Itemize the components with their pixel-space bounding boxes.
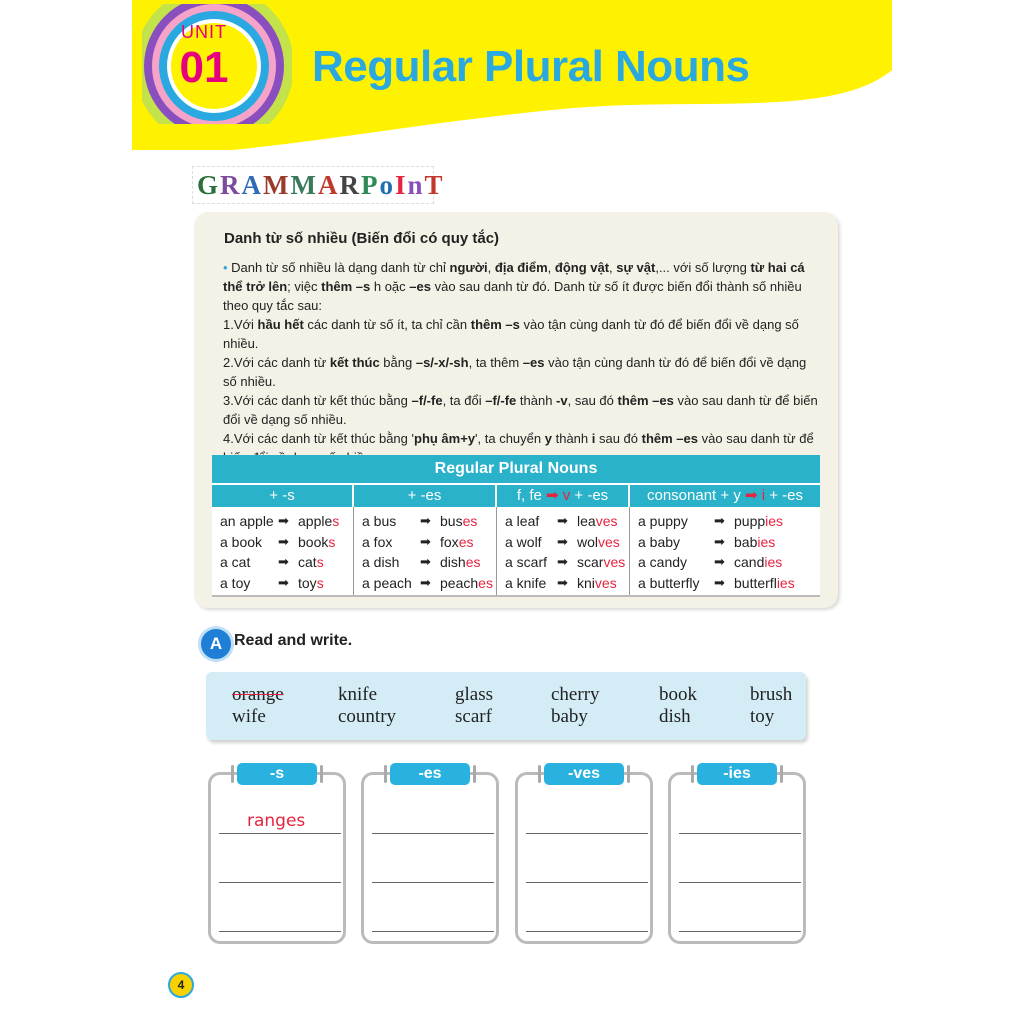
table-row [362, 573, 496, 594]
stem: lea [577, 513, 596, 529]
text: –f/-fe [485, 393, 517, 408]
text: ; việc [287, 279, 322, 294]
table-row [505, 532, 629, 553]
card-label: -ies [697, 763, 777, 785]
stem: butterfl [734, 574, 777, 591]
word-bank-item: wife [232, 706, 266, 727]
arrow-right-icon: ➡ [420, 554, 431, 569]
table-title: Regular Plural Nouns [212, 455, 820, 483]
ending: ves [603, 554, 626, 570]
text: vào sau danh từ đó. Danh từ số ít được biến đổi thành số nhiều theo quy tắc sau: [223, 279, 802, 313]
text: , ta thêm [468, 355, 523, 370]
text: thêm –es [641, 431, 699, 446]
answer-line[interactable] [679, 931, 801, 932]
text: y [544, 431, 552, 446]
ending: es [462, 513, 478, 529]
word-bank-item: dish [659, 706, 691, 727]
text: , sau đó [567, 393, 618, 408]
grammar-rule-3 [223, 391, 823, 429]
table-row [220, 573, 353, 594]
gp-letter: P [360, 169, 380, 200]
singular: a cat [220, 554, 251, 570]
gp-letter: o [379, 169, 395, 200]
grammar-box-body [223, 258, 823, 467]
exercise-instruction: Read and write. [234, 632, 353, 649]
singular: a candy [638, 554, 688, 570]
grammar-box-title: Danh từ số nhiều (Biến đổi có quy tắc) [224, 230, 500, 247]
answer-line[interactable] [526, 931, 648, 932]
header-text: + -s [269, 487, 295, 504]
text: 2.Với các danh từ [223, 355, 330, 370]
text: địa điểm [494, 260, 548, 275]
text: 4.Với các danh từ kết thúc bằng ' [223, 431, 414, 446]
text: ,... với số lượng [655, 260, 751, 275]
text: 3.Với các danh từ kết thúc bằng [223, 393, 412, 408]
arrow-right-icon: ➡ [420, 533, 431, 549]
arrow-right-icon: ➡ [420, 574, 431, 590]
arrow-right-icon: ➡ [557, 513, 568, 528]
arrow-right-icon: ➡ [278, 513, 289, 528]
singular: a baby [638, 533, 681, 550]
answer-line[interactable] [219, 833, 341, 834]
stem: bab [734, 533, 758, 550]
word-bank-item: brush [750, 684, 793, 705]
text: thành [551, 431, 592, 446]
gp-letter: G [197, 169, 221, 200]
singular: a bus [362, 513, 397, 529]
text: thêm –s [321, 279, 371, 294]
text: –s/-x/-sh [415, 355, 469, 370]
singular: a butterfly [638, 574, 700, 591]
plural [440, 573, 493, 594]
singular: a dish [362, 554, 400, 570]
singular: a leaf [505, 513, 540, 529]
plural [734, 573, 795, 594]
gp-letter: M [263, 169, 291, 200]
text: thêm –es [617, 393, 674, 408]
header-text: consonant + y [647, 487, 745, 504]
stem: toy [298, 574, 317, 591]
table-row [362, 552, 496, 573]
grammar-intro [223, 258, 823, 315]
plural [440, 552, 480, 573]
singular: a peach [362, 574, 412, 591]
answer-line[interactable] [372, 882, 494, 883]
text: sau đó [595, 431, 642, 446]
ending: ves [594, 574, 617, 591]
ending: es [465, 554, 481, 570]
text: 1.Với [223, 317, 258, 332]
grammar-point-heading [192, 166, 445, 204]
word-bank [206, 672, 806, 740]
workbook-page [132, 0, 892, 1024]
text: , [487, 260, 495, 275]
unit-label: UNIT [181, 22, 227, 42]
ending: ies [776, 574, 795, 591]
text: ', ta chuyển [475, 431, 545, 446]
page-number: 4 [168, 972, 194, 998]
answer-line[interactable] [526, 882, 648, 883]
singular: a scarf [505, 554, 548, 570]
answer-line[interactable] [372, 931, 494, 932]
column-es [354, 507, 497, 595]
table-row [220, 552, 353, 573]
singular: a book [220, 533, 263, 550]
answer-line[interactable] [679, 833, 801, 834]
stem: scar [577, 554, 604, 570]
word-bank-item: baby [551, 706, 588, 727]
arrow-right-icon: ➡ [714, 554, 725, 569]
table-row [505, 552, 629, 573]
stem: kni [577, 574, 595, 591]
bullet: • [223, 260, 232, 275]
answer-card-ies [668, 765, 806, 944]
gp-letter: A [317, 169, 340, 200]
table-row [638, 552, 820, 573]
text: , [547, 260, 555, 275]
text: người [449, 260, 488, 275]
table-row [638, 532, 820, 553]
singular: a fox [362, 533, 393, 550]
arrow-right-icon: ➡ [557, 533, 568, 549]
text: Danh từ số nhiều là dạng danh từ chỉ [231, 260, 450, 275]
plural [734, 532, 775, 553]
table-headers [212, 483, 820, 507]
table-body [212, 507, 820, 595]
ending: ies [764, 554, 783, 570]
text: thành [516, 393, 557, 408]
arrow-right-icon: ➡ [714, 574, 725, 590]
word-bank-item: orange [232, 684, 284, 705]
text: vào sau danh từ để biến đổi về dạng số nhiều. [223, 393, 818, 427]
text: -v [556, 393, 568, 408]
column-ves [497, 507, 630, 595]
plural [298, 573, 324, 594]
example-answer: ranges [247, 811, 306, 831]
text: h oặc [370, 279, 410, 294]
gp-letter: T [424, 169, 445, 200]
stem: cand [734, 554, 765, 570]
header-text: ➡ i [744, 487, 766, 504]
answer-card-es [361, 765, 499, 944]
stem: cat [298, 554, 317, 570]
gp-letter: I [394, 169, 408, 200]
header-ies [630, 485, 820, 507]
text: bằng [379, 355, 416, 370]
header-es [354, 485, 497, 507]
answer-line[interactable] [219, 931, 341, 932]
table-row [362, 532, 496, 553]
text: –f/-fe [411, 393, 443, 408]
column-s [212, 507, 354, 595]
word-bank-item: toy [750, 706, 775, 727]
stem: pupp [734, 513, 766, 529]
singular: a wolf [505, 533, 542, 550]
exercise-badge: A [198, 626, 234, 662]
gp-letter: R [220, 169, 242, 200]
stem: wol [577, 533, 599, 550]
word-bank-item: country [338, 706, 397, 727]
stem: apple [298, 513, 333, 529]
word-bank-item: glass [455, 684, 493, 705]
arrow-right-icon: ➡ [557, 574, 568, 590]
arrow-right-icon: ➡ [557, 554, 568, 569]
word-bank-item: book [659, 684, 697, 705]
ending: s [328, 533, 336, 550]
plural [577, 511, 617, 532]
answer-card-s [208, 765, 346, 944]
text: các danh từ số ít, ta chỉ cần [303, 317, 471, 332]
table-row [505, 573, 629, 594]
header-text: + -es [765, 487, 803, 504]
text: vào tận cùng danh từ đó để biến đổi về dạng số nhiều. [223, 355, 807, 389]
arrow-right-icon: ➡ [278, 574, 289, 590]
answer-line[interactable] [679, 882, 801, 883]
singular: a puppy [638, 513, 688, 529]
ending: ies [765, 513, 784, 529]
singular: a knife [505, 574, 547, 591]
plural [440, 511, 477, 532]
plural [298, 552, 324, 573]
singular: a toy [220, 574, 251, 591]
arrow-right-icon: ➡ [278, 554, 289, 569]
text: kết thúc [329, 355, 380, 370]
table-row [362, 511, 496, 532]
header-ves [497, 485, 630, 507]
gp-letter: A [241, 169, 264, 200]
text: từ hai cá thể trở lên [223, 260, 805, 294]
table-row [220, 532, 353, 553]
gp-letter: R [339, 169, 361, 200]
table-row [505, 511, 629, 532]
plural [734, 552, 782, 573]
header-text: + -es [570, 487, 609, 504]
arrow-right-icon: ➡ [278, 533, 289, 549]
text: hầu hết [257, 317, 304, 332]
text: , ta đổi [442, 393, 486, 408]
unit-number: 01 [179, 43, 229, 92]
word-bank-item: cherry [551, 684, 600, 705]
plural-rules-table [212, 455, 820, 597]
ending: s [332, 513, 340, 529]
text: phụ âm+y [414, 431, 476, 446]
column-ies [630, 507, 820, 595]
grammar-box [194, 212, 838, 608]
arrow-right-icon: ➡ [714, 513, 725, 528]
card-label: -es [390, 763, 470, 785]
table-row [638, 573, 820, 594]
grammar-rule-2 [223, 353, 823, 391]
gp-letter: M [290, 169, 318, 200]
singular: an apple [220, 513, 274, 529]
page-title: Regular Plural Nouns [312, 42, 750, 91]
card-label: -s [237, 763, 317, 785]
text: –es [522, 355, 545, 370]
header-text: f, fe [516, 487, 546, 504]
plural [440, 532, 473, 553]
table-row [638, 511, 820, 532]
ending: es [458, 533, 474, 550]
plural [298, 511, 339, 532]
stem: peach [440, 574, 479, 591]
answer-line[interactable] [372, 833, 494, 834]
stem: book [298, 533, 329, 550]
plural [577, 532, 620, 553]
text: , [609, 260, 617, 275]
header-s [212, 485, 354, 507]
stem: bus [440, 513, 463, 529]
ending: ies [757, 533, 776, 550]
gp-letter: n [407, 169, 425, 200]
grammar-rule-1 [223, 315, 823, 353]
text: động vật [554, 260, 610, 275]
plural [734, 511, 783, 532]
arrow-right-icon: ➡ [420, 513, 431, 528]
answer-line[interactable] [526, 833, 648, 834]
header-text: + -es [407, 487, 442, 504]
plural [577, 573, 617, 594]
text: sự vật [616, 260, 656, 275]
header-text: ➡ v [546, 487, 571, 504]
table-row [220, 511, 353, 532]
word-bank-item: knife [338, 684, 378, 705]
word-bank-item: scarf [455, 706, 492, 727]
ending: ves [595, 513, 618, 529]
plural [577, 552, 625, 573]
card-label: -ves [544, 763, 624, 785]
ending: s [316, 554, 324, 570]
ending: es [478, 574, 493, 591]
text: vào tận cùng danh từ đó để biến đổi về dạng số nhiều. [223, 317, 799, 351]
stem: dish [440, 554, 466, 570]
stem: fox [440, 533, 459, 550]
arrow-right-icon: ➡ [714, 533, 725, 549]
answer-card-ves [515, 765, 653, 944]
ending: s [316, 574, 324, 591]
text: thêm –s [470, 317, 520, 332]
answer-line[interactable] [219, 882, 341, 883]
text: i [591, 431, 596, 446]
text: vào sau danh từ để [701, 431, 814, 446]
text: –es [409, 279, 431, 294]
plural [298, 532, 335, 553]
ending: ves [598, 533, 620, 550]
